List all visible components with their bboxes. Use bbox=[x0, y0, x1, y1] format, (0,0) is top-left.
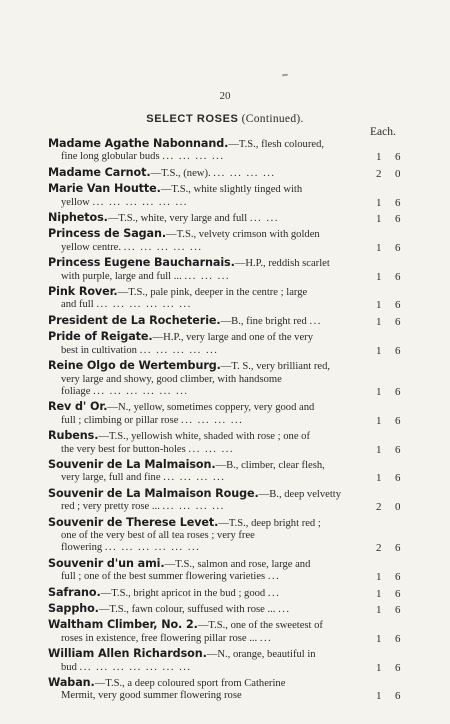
price-pence: 6 bbox=[395, 443, 401, 456]
rose-name: Princess Eugene Baucharnais. bbox=[48, 256, 235, 270]
rose-description-line: full ; one of the best summer flowering varieties bbox=[61, 571, 266, 583]
leader-dots: ... bbox=[309, 315, 322, 327]
rose-entry bbox=[48, 212, 410, 225]
rose-description bbox=[48, 183, 372, 209]
rose-entry bbox=[48, 587, 410, 600]
leader-dots: ... ... ... ... bbox=[181, 414, 244, 426]
rose-description bbox=[48, 212, 372, 225]
rose-description-line: full ; climbing or pillar rose bbox=[61, 414, 179, 426]
rose-description-line: one of the very best of all tea roses ; very free bbox=[61, 529, 255, 541]
rose-description-line: —T. S., very brilliant red, bbox=[220, 361, 331, 373]
rose-entry bbox=[48, 558, 410, 584]
rose-description bbox=[48, 430, 372, 456]
rose-name: Princess de Sagan. bbox=[48, 227, 167, 241]
rose-description-continuation bbox=[48, 633, 372, 645]
rose-entry bbox=[48, 286, 410, 312]
price-pence: 6 bbox=[395, 213, 401, 226]
price-shillings: 1 bbox=[376, 385, 382, 398]
rose-description-continuation bbox=[48, 299, 372, 311]
rose-list bbox=[48, 138, 410, 706]
rose-description-line: —H.P., very large and one of the very bbox=[152, 332, 314, 344]
leader-dots: ... ... bbox=[249, 213, 279, 225]
rose-description-line: yellow bbox=[61, 196, 90, 208]
rose-name: Souvenir de La Malmaison. bbox=[48, 457, 216, 471]
leader-dots: ... ... ... bbox=[184, 270, 231, 282]
rose-name: Reine Olgo de Wertemburg. bbox=[48, 359, 221, 373]
rose-description-continuation bbox=[48, 271, 372, 283]
rose-description-line: —T.S., white, very large and full bbox=[107, 213, 248, 225]
price-shillings: 1 bbox=[376, 213, 382, 226]
rose-description-continuation bbox=[48, 501, 372, 513]
rose-name: Souvenir de Therese Levet. bbox=[48, 515, 219, 529]
rose-description bbox=[48, 167, 372, 180]
rose-description-line: —T.S., white slightly tinged with bbox=[160, 184, 303, 196]
rose-entry bbox=[48, 517, 410, 555]
price-shillings: 2 bbox=[376, 501, 382, 514]
rose-name: Souvenir de La Malmaison Rouge. bbox=[48, 486, 259, 500]
rose-description-line: —T.S., one of the sweetest of bbox=[197, 620, 323, 632]
leader-dots: ... ... ... ... ... bbox=[123, 241, 203, 253]
rose-description bbox=[48, 138, 372, 164]
rose-name: Marie Van Houtte. bbox=[48, 182, 161, 196]
rose-description bbox=[48, 459, 372, 485]
rose-entry bbox=[48, 360, 410, 398]
price-shillings: 1 bbox=[376, 571, 382, 584]
rose-description-line: —T.S., yellowish white, shaded with rose ; one of bbox=[98, 431, 311, 443]
price-pence: 6 bbox=[395, 414, 401, 427]
title-continued: (Continued). bbox=[241, 113, 304, 125]
rose-description-continuation bbox=[48, 374, 372, 399]
rose-entry bbox=[48, 648, 410, 674]
price-shillings: 1 bbox=[376, 690, 382, 703]
rose-description-line: bud bbox=[61, 661, 77, 673]
rose-description-line: yellow centre. bbox=[61, 241, 122, 253]
rose-name: Sappho. bbox=[48, 602, 99, 615]
rose-description-line: —T.S., deep bright red ; bbox=[218, 517, 321, 529]
rose-description bbox=[48, 677, 372, 703]
rose-name: President de La Rocheterie. bbox=[48, 313, 221, 327]
leader-dots: ... ... ... ... ... ... bbox=[104, 542, 201, 554]
rose-description-line: red ; very pretty rose ... bbox=[61, 501, 160, 513]
price-shillings: 1 bbox=[376, 315, 382, 328]
rose-description bbox=[48, 315, 372, 328]
price-pence: 6 bbox=[395, 604, 401, 616]
rose-description bbox=[48, 257, 372, 283]
rose-description-line: —T.S., salmon and rose, large and bbox=[164, 558, 311, 570]
price-pence: 6 bbox=[395, 690, 401, 703]
rose-description-line: very large and showy, good climber, with handsome bbox=[61, 373, 282, 385]
price-pence: 6 bbox=[395, 632, 401, 645]
price-pence: 6 bbox=[395, 385, 401, 398]
price-shillings: 1 bbox=[376, 241, 382, 254]
leader-dots: ... ... ... ... ... ... bbox=[96, 299, 192, 311]
rose-entry bbox=[48, 228, 410, 254]
rose-description-line: Mermit, very good summer flowering rose bbox=[61, 690, 242, 702]
rose-description-line: the very best for button-holes bbox=[61, 443, 186, 455]
leader-dots: ... ... ... ... ... bbox=[139, 344, 219, 356]
rose-description bbox=[48, 619, 372, 645]
price-shillings: 1 bbox=[376, 661, 382, 674]
rose-description bbox=[48, 603, 372, 616]
price-pence: 0 bbox=[395, 167, 401, 180]
rose-description-line: —B., deep velvetty bbox=[258, 488, 342, 500]
rose-description-continuation bbox=[48, 151, 372, 163]
rose-description-line: fine long globular buds bbox=[61, 151, 160, 163]
rose-name: Rubens. bbox=[48, 429, 99, 443]
price-shillings: 1 bbox=[376, 414, 382, 427]
rose-entry bbox=[48, 138, 410, 164]
price-shillings: 1 bbox=[376, 604, 382, 616]
price-pence: 6 bbox=[395, 344, 401, 357]
rose-description-continuation bbox=[48, 444, 372, 456]
leader-dots: ... ... ... ... ... ... bbox=[93, 385, 189, 397]
leader-dots: ... ... ... bbox=[188, 443, 235, 455]
rose-entry bbox=[48, 167, 410, 180]
rose-name: Safrano. bbox=[48, 585, 101, 599]
rose-description bbox=[48, 286, 372, 312]
rose-description-line: flowering bbox=[61, 542, 103, 554]
price-pence: 6 bbox=[395, 661, 401, 674]
price-shillings: 1 bbox=[376, 587, 382, 600]
page-number: 20 bbox=[219, 90, 231, 102]
leader-dots: ... bbox=[267, 587, 281, 599]
rose-description-line: —T.S., pale pink, deeper in the centre ; large bbox=[117, 287, 308, 299]
price-column-header: Each. bbox=[370, 126, 396, 138]
rose-entry bbox=[48, 603, 410, 616]
rose-description-line: and full bbox=[61, 299, 94, 311]
price-shillings: 1 bbox=[376, 151, 382, 164]
price-pence: 6 bbox=[395, 315, 401, 328]
price-pence: 6 bbox=[395, 151, 401, 164]
leader-dots: ... ... ... ... bbox=[162, 501, 225, 513]
rose-entry bbox=[48, 459, 410, 485]
rose-entry bbox=[48, 257, 410, 283]
rose-description bbox=[48, 360, 372, 398]
price-pence: 6 bbox=[395, 196, 401, 209]
rose-description-line: —N., orange, beautiful in bbox=[206, 649, 316, 661]
rose-description-continuation bbox=[48, 472, 372, 484]
rose-description-line: —T.S., fawn colour, suffused with rose ... bbox=[98, 604, 276, 615]
rose-description bbox=[48, 517, 372, 555]
leader-dots: ... ... ... ... ... ... bbox=[92, 196, 188, 208]
rose-description-line: best in cultivation bbox=[61, 344, 137, 356]
price-shillings: 1 bbox=[376, 344, 382, 357]
rose-entry bbox=[48, 401, 410, 427]
price-pence: 6 bbox=[395, 571, 401, 584]
price-shillings: 1 bbox=[376, 299, 382, 312]
leader-dots: ... ... ... ... bbox=[162, 151, 225, 163]
price-pence: 6 bbox=[395, 472, 401, 485]
price-shillings: 2 bbox=[376, 542, 382, 555]
rose-description bbox=[48, 587, 372, 600]
rose-entry bbox=[48, 619, 410, 645]
rose-description-line: —N., yellow, sometimes coppery, very good and bbox=[107, 402, 315, 414]
price-shillings: 1 bbox=[376, 472, 382, 485]
rose-entry bbox=[48, 488, 410, 514]
rose-description-continuation bbox=[48, 345, 372, 357]
rose-description-line: —B., climber, clear flesh, bbox=[215, 459, 325, 471]
rose-description-line: roses in existence, free flowering pillar rose ... bbox=[61, 632, 258, 644]
rose-description bbox=[48, 228, 372, 254]
price-pence: 0 bbox=[395, 501, 401, 514]
rose-name: Madame Carnot. bbox=[48, 165, 151, 179]
rose-description-line: very large, full and fine bbox=[61, 472, 161, 484]
price-pence: 6 bbox=[395, 587, 401, 600]
rose-description-continuation bbox=[48, 197, 372, 209]
page-title bbox=[0, 113, 450, 125]
rose-name: Waban. bbox=[48, 676, 95, 690]
rose-name: Pink Rover. bbox=[48, 285, 118, 299]
price-shillings: 1 bbox=[376, 196, 382, 209]
price-shillings: 1 bbox=[376, 632, 382, 645]
price-pence: 6 bbox=[395, 241, 401, 254]
rose-description bbox=[48, 648, 372, 674]
price-pence: 6 bbox=[395, 270, 401, 283]
rose-name: Rev d' Or. bbox=[48, 400, 108, 414]
rose-description-continuation bbox=[48, 662, 372, 674]
price-shillings: 2 bbox=[376, 167, 382, 180]
rose-entry bbox=[48, 331, 410, 357]
rose-description-line: —B., fine bright red bbox=[220, 315, 307, 327]
rose-description bbox=[48, 401, 372, 427]
price-pence: 6 bbox=[395, 299, 401, 312]
rose-name: Madame Agathe Nabonnand. bbox=[48, 137, 229, 150]
leader-dots: ... bbox=[259, 632, 273, 644]
leader-dots: ... bbox=[278, 604, 291, 615]
leader-dots: ... ... ... ... bbox=[213, 167, 276, 179]
rose-description bbox=[48, 331, 372, 357]
rose-description-continuation bbox=[48, 242, 372, 254]
rose-entry bbox=[48, 315, 410, 328]
rose-description-continuation bbox=[48, 571, 372, 583]
rose-description-line: —T.S., (new). bbox=[150, 167, 211, 179]
price-shillings: 1 bbox=[376, 443, 382, 456]
rose-name: William Allen Richardson. bbox=[48, 647, 207, 661]
rose-description-line: —T.S., a deep coloured sport from Catherine bbox=[94, 678, 286, 690]
rose-description-line: foliage bbox=[61, 385, 91, 397]
leader-dots: ... ... ... ... ... ... ... bbox=[79, 661, 192, 673]
rose-description-line: with purple, large and full ... bbox=[61, 270, 182, 282]
stray-ink-mark bbox=[282, 74, 288, 77]
rose-description-line: —T.S., flesh coloured, bbox=[228, 139, 325, 150]
price-pence: 6 bbox=[395, 542, 401, 555]
rose-name: Waltham Climber, No. 2. bbox=[48, 618, 198, 632]
rose-name: Niphetos. bbox=[48, 211, 108, 225]
rose-description-line: —T.S., velvety crimson with golden bbox=[166, 229, 320, 241]
rose-description bbox=[48, 488, 372, 514]
rose-entry bbox=[48, 677, 410, 703]
rose-description-line: —T.S., bright apricot in the bud ; good bbox=[100, 587, 266, 599]
title-main: SELECT ROSES bbox=[146, 113, 239, 125]
rose-description-continuation bbox=[48, 530, 372, 555]
rose-entry bbox=[48, 183, 410, 209]
rose-description-line: —H.P., reddish scarlet bbox=[234, 258, 330, 270]
leader-dots: ... bbox=[267, 571, 281, 583]
rose-description bbox=[48, 558, 372, 584]
rose-description-continuation bbox=[48, 415, 372, 427]
price-shillings: 1 bbox=[376, 270, 382, 283]
rose-entry bbox=[48, 430, 410, 456]
rose-name: Souvenir d'un ami. bbox=[48, 556, 165, 570]
leader-dots: ... ... ... ... bbox=[163, 472, 226, 484]
rose-name: Pride of Reigate. bbox=[48, 330, 153, 344]
rose-description-continuation bbox=[48, 690, 372, 702]
